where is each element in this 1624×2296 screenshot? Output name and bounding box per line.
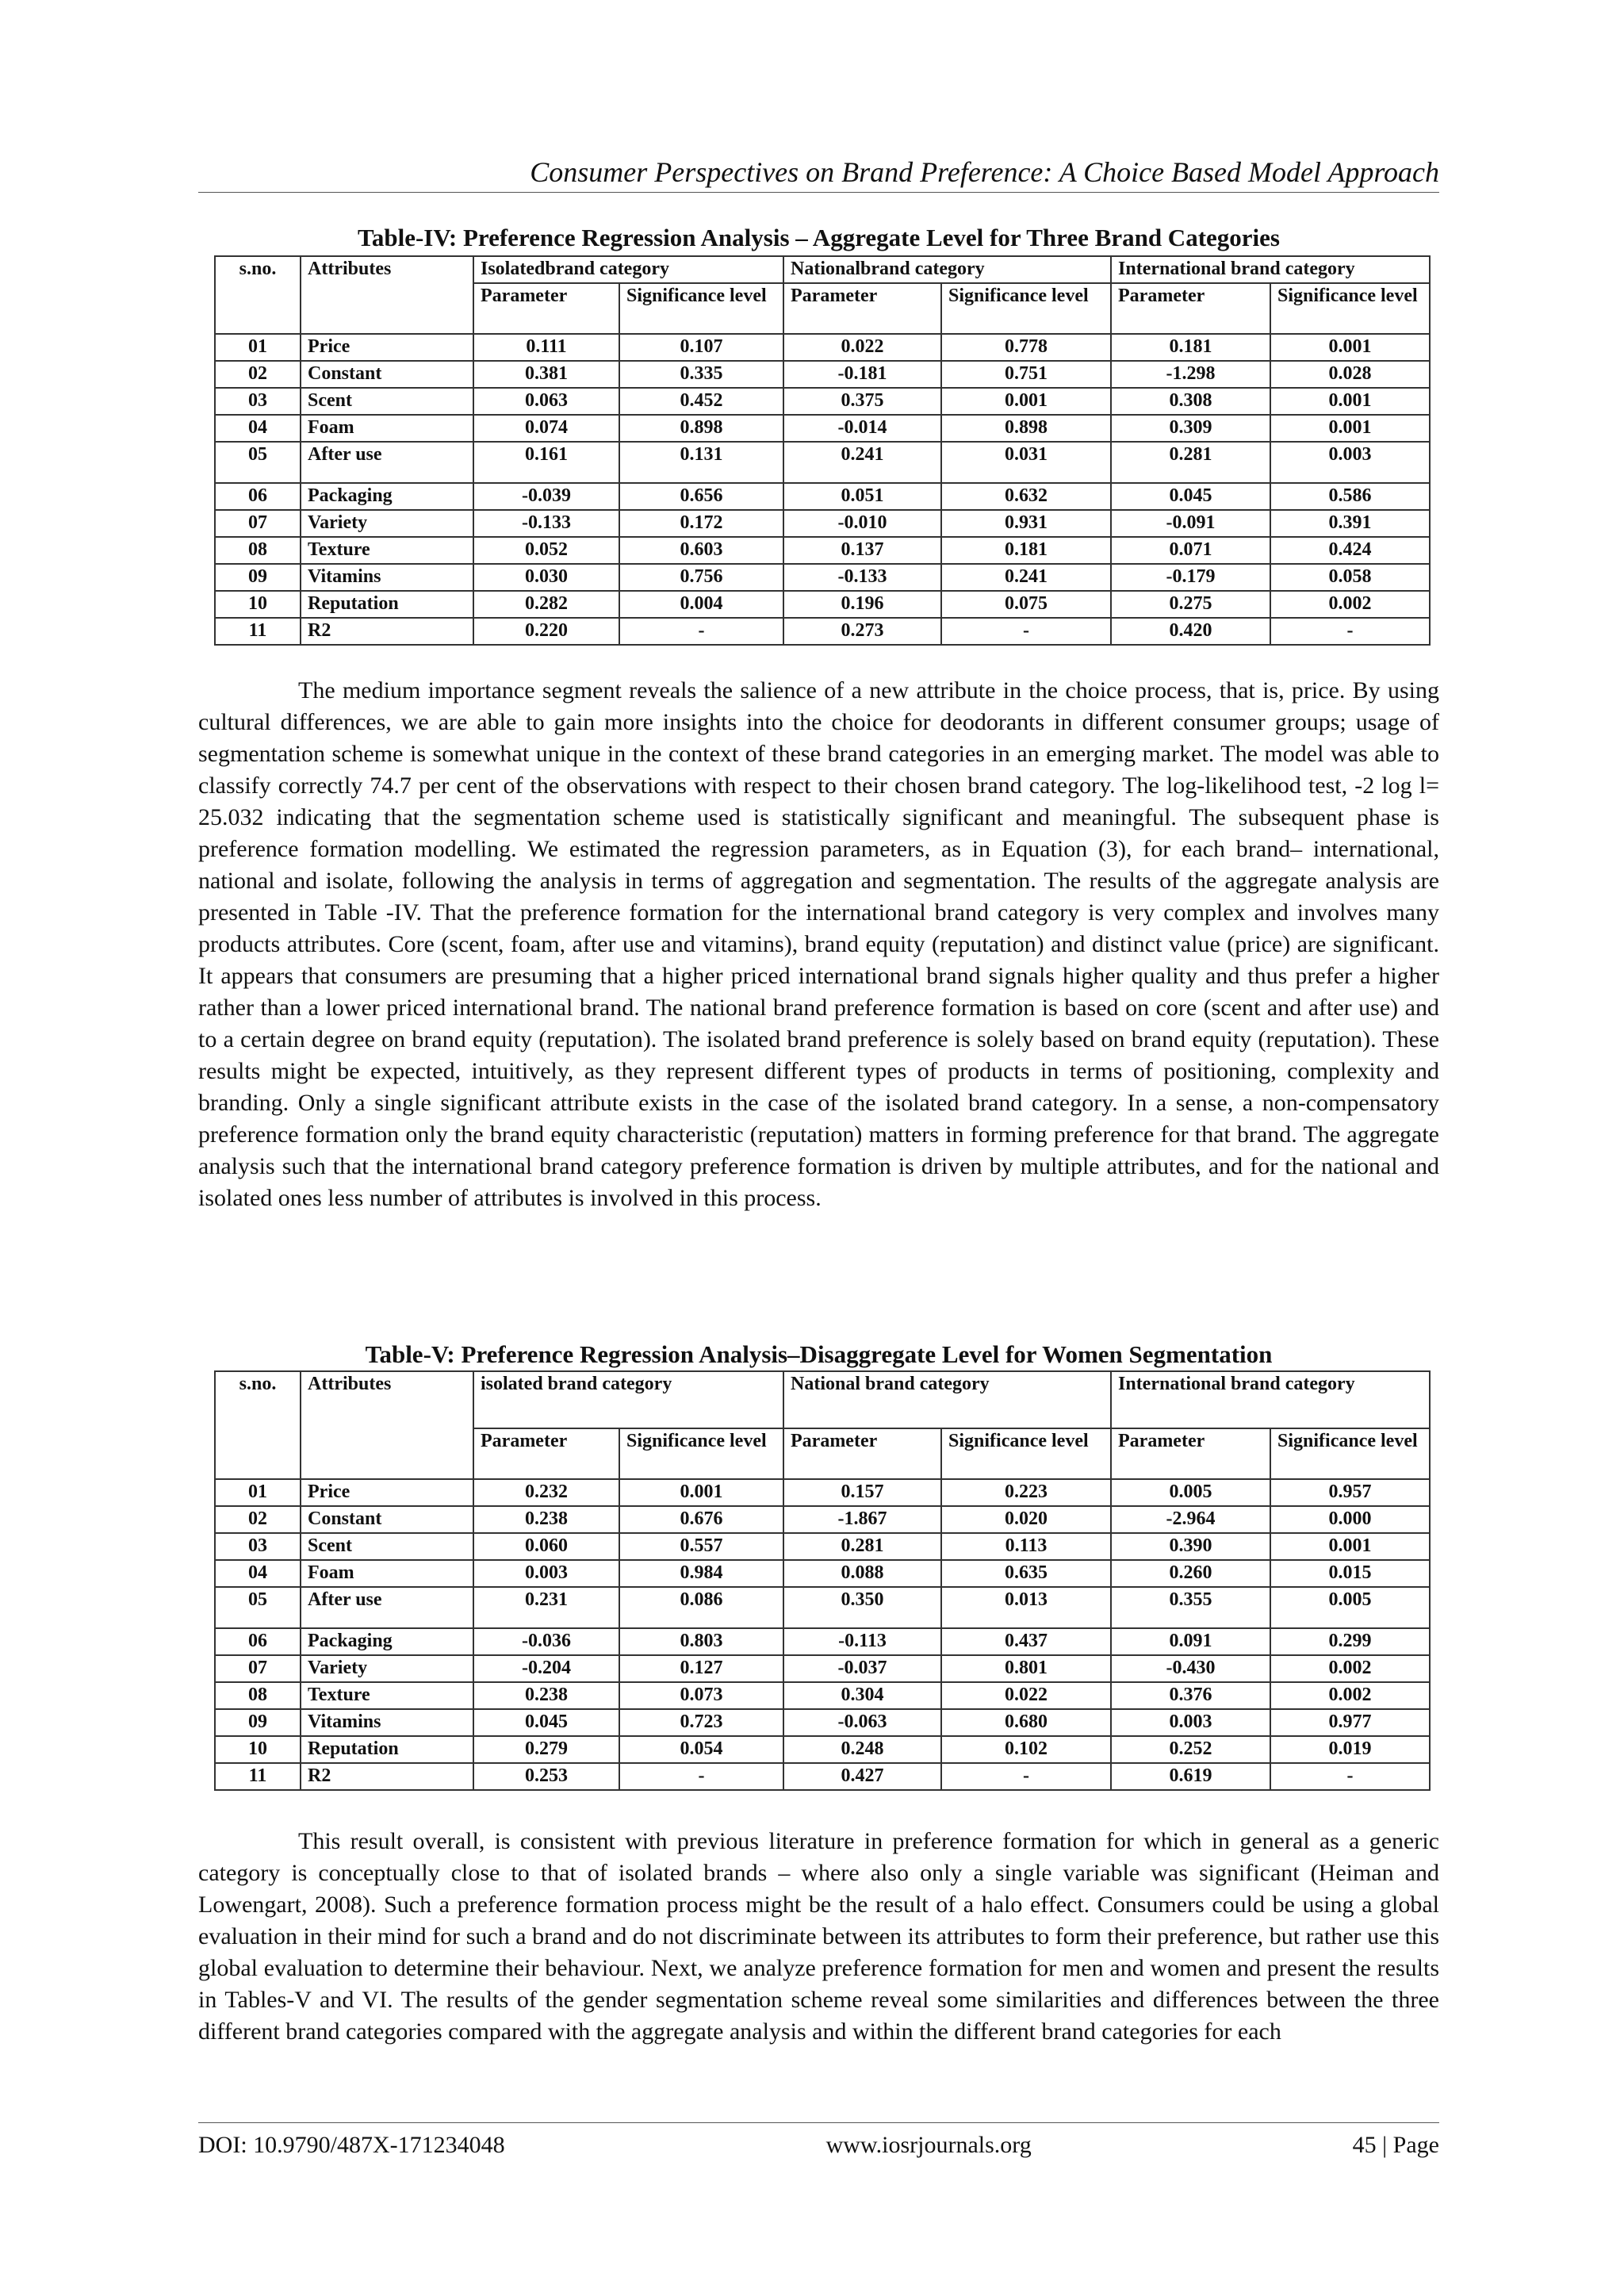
cell-significance: 0.172 [619,510,783,537]
cell-significance: 0.778 [941,334,1111,361]
cell-attribute: R2 [301,618,473,645]
cell-significance: 0.603 [619,537,783,564]
cell-significance: 0.001 [619,1479,783,1506]
cell-significance: 0.957 [1270,1479,1430,1506]
cell-significance: 0.898 [619,415,783,442]
cell-sno: 07 [215,1655,301,1682]
cell-significance: - [619,618,783,645]
cell-significance: 0.635 [941,1560,1111,1587]
cell-significance: 0.019 [1270,1736,1430,1763]
cell-significance: 0.086 [619,1587,783,1628]
header-attributes: Attributes [301,1371,473,1479]
cell-significance: 0.335 [619,361,783,388]
header-sno: s.no. [215,256,301,334]
cell-parameter: 0.232 [473,1479,619,1506]
cell-sno: 11 [215,1763,301,1790]
cell-parameter: 0.045 [473,1709,619,1736]
cell-parameter: 0.003 [473,1560,619,1587]
cell-parameter: 0.063 [473,388,619,415]
cell-parameter: 0.231 [473,1587,619,1628]
footer-divider [198,2122,1439,2123]
cell-parameter: 0.350 [783,1587,941,1628]
header-sub: Significance level [619,1428,783,1479]
cell-significance: 0.001 [1270,334,1430,361]
table-row [215,1655,1430,1682]
cell-parameter: -0.204 [473,1655,619,1682]
table-row [215,442,1430,483]
cell-significance: 0.391 [1270,510,1430,537]
table-row [215,388,1430,415]
table-row [215,361,1430,388]
header-group: International brand category [1111,1371,1430,1428]
cell-parameter: 0.220 [473,618,619,645]
cell-significance: 0.113 [941,1533,1111,1560]
header-sub: Significance level [941,283,1111,334]
cell-sno: 08 [215,537,301,564]
cell-significance: 0.898 [941,415,1111,442]
cell-sno: 03 [215,1533,301,1560]
header-sno: s.no. [215,1371,301,1479]
cell-significance: - [941,1763,1111,1790]
cell-parameter: 0.281 [783,1533,941,1560]
footer-doi: DOI: 10.9790/487X-171234048 [198,2132,505,2158]
cell-significance: 0.181 [941,537,1111,564]
cell-significance: 0.003 [1270,442,1430,483]
table-4 [214,255,1431,646]
cell-significance: 0.000 [1270,1506,1430,1533]
header-sub: Significance level [1270,283,1430,334]
cell-parameter: 0.005 [1111,1479,1270,1506]
cell-significance: 0.001 [1270,1533,1430,1560]
cell-significance: 0.676 [619,1506,783,1533]
table-row [215,1533,1430,1560]
cell-attribute: Vitamins [301,1709,473,1736]
cell-parameter: -0.133 [783,564,941,591]
cell-parameter: -1.867 [783,1506,941,1533]
cell-significance: 0.424 [1270,537,1430,564]
cell-attribute: Texture [301,537,473,564]
cell-sno: 06 [215,1628,301,1655]
cell-significance: 0.022 [941,1682,1111,1709]
cell-significance: 0.004 [619,591,783,618]
cell-significance: 0.801 [941,1655,1111,1682]
cell-attribute: After use [301,442,473,483]
cell-significance: 0.015 [1270,1560,1430,1587]
cell-attribute: Reputation [301,1736,473,1763]
cell-parameter: -0.014 [783,415,941,442]
cell-parameter: -0.133 [473,510,619,537]
header-attributes: Attributes [301,256,473,334]
cell-sno: 05 [215,442,301,483]
cell-attribute: After use [301,1587,473,1628]
cell-parameter: -0.113 [783,1628,941,1655]
cell-parameter: 0.238 [473,1682,619,1709]
cell-parameter: 0.355 [1111,1587,1270,1628]
page-footer [198,2132,1439,2159]
header-sub: Parameter [783,283,941,334]
cell-parameter: 0.260 [1111,1560,1270,1587]
cell-attribute: Reputation [301,591,473,618]
table-row [215,483,1430,510]
cell-significance: 0.557 [619,1533,783,1560]
cell-parameter: -0.010 [783,510,941,537]
cell-parameter: 0.111 [473,334,619,361]
cell-significance: 0.013 [941,1587,1111,1628]
header-group: Nationalbrand category [783,256,1111,283]
cell-significance: 0.058 [1270,564,1430,591]
cell-parameter: 0.051 [783,483,941,510]
cell-significance: 0.001 [1270,415,1430,442]
header-sub: Significance level [1270,1428,1430,1479]
table-row [215,510,1430,537]
cell-significance: 0.299 [1270,1628,1430,1655]
cell-significance: 0.031 [941,442,1111,483]
table-4-title: Table-IV: Preference Regression Analysis – Aggregate Level for Three Brand Categories [358,224,1280,251]
cell-attribute: Constant [301,361,473,388]
cell-parameter: 0.088 [783,1560,941,1587]
cell-parameter: 0.241 [783,442,941,483]
cell-significance: 0.437 [941,1628,1111,1655]
cell-attribute: Packaging [301,1628,473,1655]
cell-parameter: -0.036 [473,1628,619,1655]
cell-significance: 0.131 [619,442,783,483]
cell-significance: 0.002 [1270,1682,1430,1709]
cell-significance: 0.931 [941,510,1111,537]
table-header-row [215,1371,1430,1428]
cell-parameter: -0.181 [783,361,941,388]
cell-parameter: 0.304 [783,1682,941,1709]
header-group: isolated brand category [473,1371,783,1428]
table-row [215,415,1430,442]
cell-significance: 0.002 [1270,1655,1430,1682]
cell-significance: 0.223 [941,1479,1111,1506]
cell-attribute: Constant [301,1506,473,1533]
cell-parameter: 0.157 [783,1479,941,1506]
table-row [215,1479,1430,1506]
cell-parameter: 0.238 [473,1506,619,1533]
cell-parameter: 0.060 [473,1533,619,1560]
cell-attribute: Scent [301,1533,473,1560]
cell-sno: 01 [215,334,301,361]
table-row [215,1736,1430,1763]
cell-significance: 0.020 [941,1506,1111,1533]
header-sub: Significance level [619,283,783,334]
header-group: International brand category [1111,256,1430,283]
cell-parameter: 0.003 [1111,1709,1270,1736]
cell-significance: 0.452 [619,388,783,415]
cell-attribute: Foam [301,1560,473,1587]
cell-parameter: 0.279 [473,1736,619,1763]
cell-sno: 01 [215,1479,301,1506]
cell-parameter: 0.074 [473,415,619,442]
cell-attribute: R2 [301,1763,473,1790]
table-row [215,1763,1430,1790]
cell-sno: 02 [215,361,301,388]
cell-significance: - [941,618,1111,645]
cell-attribute: Packaging [301,483,473,510]
cell-parameter: 0.273 [783,618,941,645]
cell-sno: 04 [215,1560,301,1587]
cell-parameter: -0.063 [783,1709,941,1736]
running-header: Consumer Perspectives on Brand Preference: A Choice Based Model Approach [198,155,1439,193]
cell-parameter: 0.071 [1111,537,1270,564]
cell-parameter: 0.308 [1111,388,1270,415]
cell-significance: - [1270,1763,1430,1790]
cell-attribute: Vitamins [301,564,473,591]
header-sub: Parameter [783,1428,941,1479]
cell-significance: 0.756 [619,564,783,591]
cell-parameter: -0.430 [1111,1655,1270,1682]
cell-parameter: 0.376 [1111,1682,1270,1709]
cell-significance: 0.586 [1270,483,1430,510]
cell-parameter: 0.281 [1111,442,1270,483]
cell-sno: 04 [215,415,301,442]
cell-parameter: 0.248 [783,1736,941,1763]
cell-parameter: 0.420 [1111,618,1270,645]
cell-parameter: 0.161 [473,442,619,483]
cell-significance: 0.028 [1270,361,1430,388]
cell-significance: 0.723 [619,1709,783,1736]
header-sub: Significance level [941,1428,1111,1479]
table-header-row [215,256,1430,283]
cell-significance: 0.656 [619,483,783,510]
cell-attribute: Texture [301,1682,473,1709]
cell-parameter: -0.037 [783,1655,941,1682]
cell-significance: 0.107 [619,334,783,361]
cell-sno: 10 [215,591,301,618]
table-row [215,1628,1430,1655]
cell-parameter: 0.375 [783,388,941,415]
header-group: National brand category [783,1371,1111,1428]
cell-significance: 0.751 [941,361,1111,388]
cell-significance: - [1270,618,1430,645]
cell-sno: 02 [215,1506,301,1533]
cell-significance: 0.632 [941,483,1111,510]
header-group: Isolatedbrand category [473,256,783,283]
cell-attribute: Variety [301,1655,473,1682]
cell-parameter: 0.252 [1111,1736,1270,1763]
cell-parameter: 0.253 [473,1763,619,1790]
cell-significance: 0.803 [619,1628,783,1655]
cell-parameter: -2.964 [1111,1506,1270,1533]
cell-significance: 0.075 [941,591,1111,618]
body-paragraph-1: The medium importance segment reveals the salience of a new attribute in the choice process, that is, price. By using cultural differences, we are able to gain more insights into the choice for deodorants in different consumer groups; usage of segmentation scheme is somewhat unique in the context of these brand categories in an emerging market. The model was able to classify correctly 74.7 per cent of the observations with respect to their chosen brand category. The log-likelihood test, -2 log l= 25.032 indicating that the segmentation scheme used is statistically significant and meaningful. The subsequent phase is preference formation modelling. We estimated the regression parameters, as in Equation (3), for each brand– international, national and isolate, following the analysis in terms of aggregation and segmentation. The results of the aggregate analysis are presented in Table -IV. That the preference formation for the international brand category is very complex and involves many products attributes. Core (scent, foam, after use and vitamins), brand equity (reputation) and distinct value (price) are significant. It appears that consumers are presuming that a higher priced international brand signals higher quality and thus prefer a higher rather than a lower priced international brand. The national brand preference formation is based on core (scent and after use) and to a certain degree on brand equity (reputation). The isolated brand preference is solely based on brand equity (reputation). These results might be expected, intuitively, as they represent different types of products in terms of positioning, complexity and branding. Only a single significant attribute exists in the case of the isolated brand category. In a sense, a non-compensatory preference formation only the brand equity characteristic (reputation) matters in forming preference for that brand. The aggregate analysis such that the international brand category preference formation is driven by multiple attributes, and for the national and isolated ones less number of attributes is involved in this process. [198,677,1439,1211]
cell-parameter: 0.045 [1111,483,1270,510]
table-row [215,1682,1430,1709]
cell-parameter: 0.427 [783,1763,941,1790]
cell-parameter: 0.030 [473,564,619,591]
table-row [215,1709,1430,1736]
footer-page-number: 45 | Page [1352,2132,1439,2158]
cell-parameter: 0.309 [1111,415,1270,442]
cell-parameter: -1.298 [1111,361,1270,388]
cell-attribute: Price [301,1479,473,1506]
cell-parameter: 0.022 [783,334,941,361]
table-row [215,591,1430,618]
cell-parameter: 0.196 [783,591,941,618]
cell-parameter: 0.619 [1111,1763,1270,1790]
cell-parameter: 0.390 [1111,1533,1270,1560]
cell-significance: 0.127 [619,1655,783,1682]
header-sub: Parameter [1111,1428,1270,1479]
table-row [215,564,1430,591]
cell-parameter: -0.039 [473,483,619,510]
footer-website: www.iosrjournals.org [825,2132,1032,2158]
cell-significance: 0.001 [941,388,1111,415]
cell-parameter: 0.282 [473,591,619,618]
table-row [215,618,1430,645]
table-5 [214,1370,1431,1791]
cell-sno: 11 [215,618,301,645]
cell-parameter: -0.091 [1111,510,1270,537]
cell-sno: 09 [215,564,301,591]
cell-sno: 06 [215,483,301,510]
cell-attribute: Price [301,334,473,361]
header-sub: Parameter [473,1428,619,1479]
cell-attribute: Foam [301,415,473,442]
cell-parameter: -0.179 [1111,564,1270,591]
cell-sno: 07 [215,510,301,537]
table-row [215,1560,1430,1587]
cell-parameter: 0.275 [1111,591,1270,618]
cell-parameter: 0.091 [1111,1628,1270,1655]
cell-significance: 0.680 [941,1709,1111,1736]
table-row [215,537,1430,564]
cell-significance: 0.002 [1270,591,1430,618]
cell-attribute: Scent [301,388,473,415]
cell-significance: 0.005 [1270,1587,1430,1628]
cell-sno: 08 [215,1682,301,1709]
header-sub: Parameter [1111,283,1270,334]
header-sub: Parameter [473,283,619,334]
table-row [215,1506,1430,1533]
cell-significance: - [619,1763,783,1790]
cell-sno: 09 [215,1709,301,1736]
cell-significance: 0.054 [619,1736,783,1763]
cell-significance: 0.073 [619,1682,783,1709]
cell-significance: 0.977 [1270,1709,1430,1736]
cell-attribute: Variety [301,510,473,537]
cell-parameter: 0.137 [783,537,941,564]
cell-significance: 0.241 [941,564,1111,591]
cell-sno: 05 [215,1587,301,1628]
cell-significance: 0.102 [941,1736,1111,1763]
cell-parameter: 0.181 [1111,334,1270,361]
body-paragraph-2: This result overall, is consistent with previous literature in preference formation for which in general as a generic category is conceptually close to that of isolated brands – where also only a single variable was significant (Heiman and Lowengart, 2008). Such a preference formation process might be the result of a halo effect. Consumers could be using a global evaluation in their mind for such a brand and do not discriminate between its attributes to form their preference, but rather use this global evaluation to determine their behaviour. Next, we analyze preference formation for men and women and present the results in Tables-V and VI. The results of the gender segmentation scheme reveal some similarities and differences between the three different brand categories compared with the aggregate analysis and within the different brand categories for each [198,1828,1439,2045]
cell-sno: 10 [215,1736,301,1763]
table-row [215,334,1430,361]
cell-parameter: 0.381 [473,361,619,388]
cell-sno: 03 [215,388,301,415]
cell-parameter: 0.052 [473,537,619,564]
table-5-title: Table-V: Preference Regression Analysis–Disaggregate Level for Women Segmentation [365,1340,1273,1368]
cell-significance: 0.001 [1270,388,1430,415]
table-row [215,1587,1430,1628]
cell-significance: 0.984 [619,1560,783,1587]
